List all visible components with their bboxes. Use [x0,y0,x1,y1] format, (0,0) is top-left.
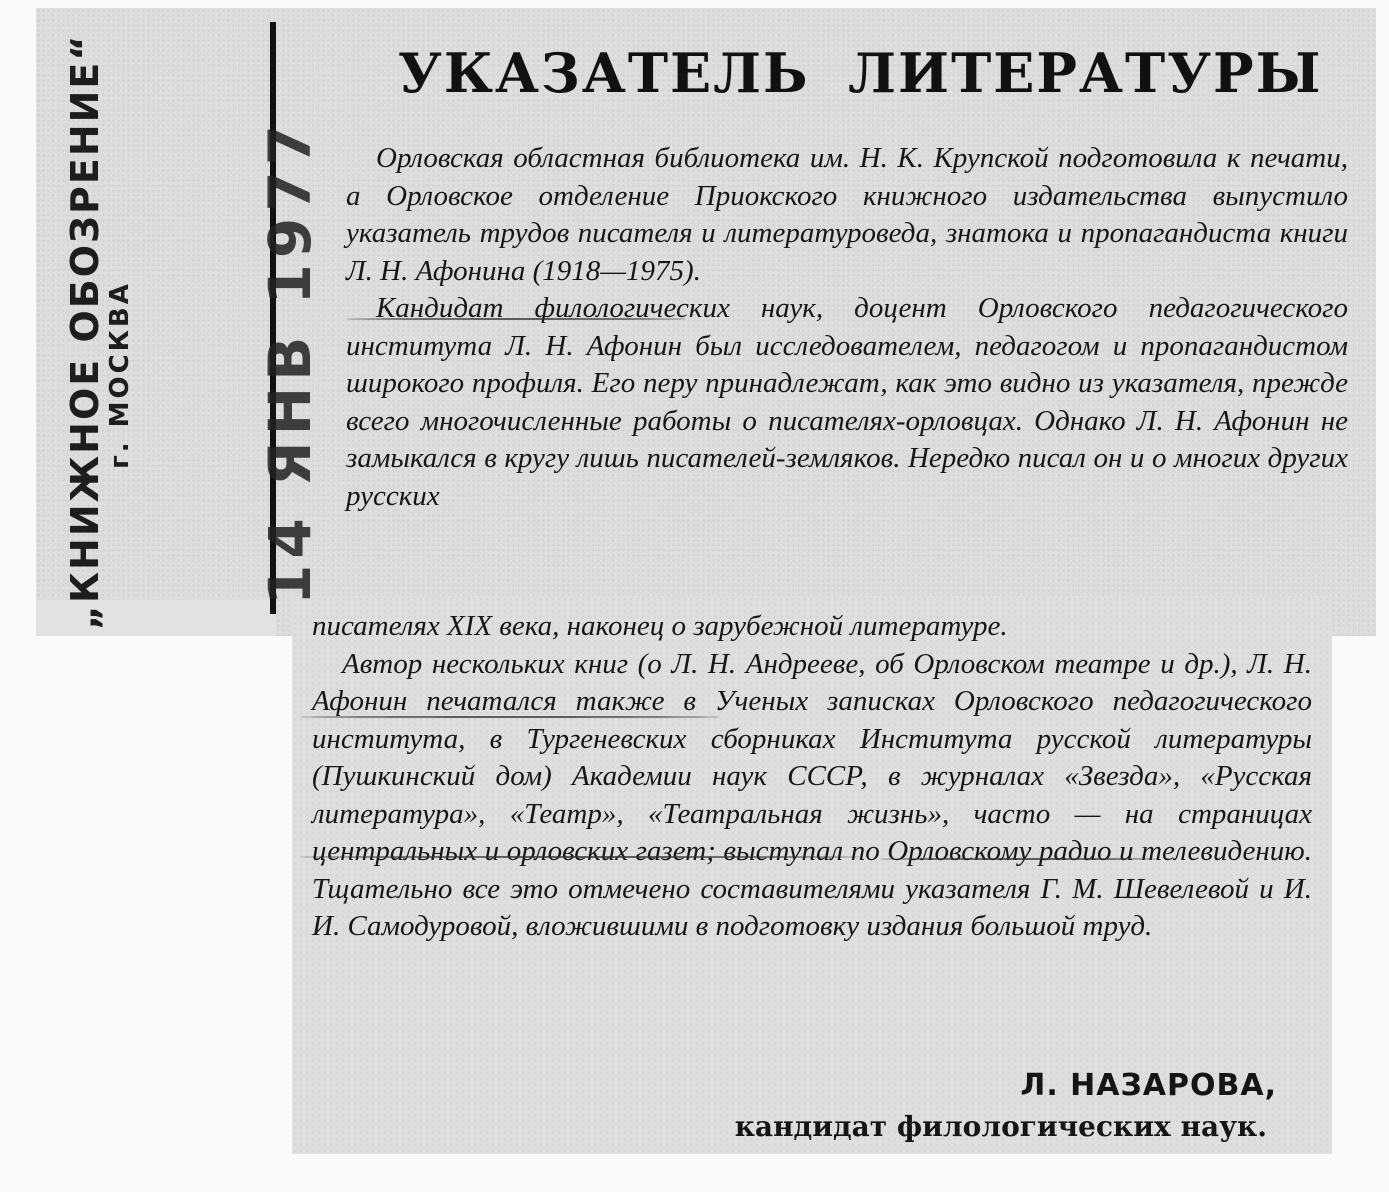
pen-underline [880,858,1160,860]
paragraph-2: Кандидат филологических наук, доцент Орловского педагогического института Л. Н. Афонин был исследователем, педагогом и пропагандистом широкого профиля. Его перу принадлежат, как это видно из указателя, прежде всего многочисленные работы о писателях-орловцах. Однако Л. Н. Афонин не замыкался в кругу лишь писателей-земляков. Нередко писал он и о многих других русских [346,292,1348,512]
pen-underline [300,856,860,858]
author-title: кандидат филологических наук. [734,1110,1267,1143]
paragraph-2-continued: писателях XIX века, наконец о зарубежной литературе. [312,610,1008,642]
article-column-top [346,140,1348,515]
pen-underline [300,716,720,718]
pen-underline [346,318,686,320]
newspaper-city-stamp: г. МОСКВА [105,281,135,469]
article-column-bottom [312,608,1312,946]
paragraph-3: Автор нескольких книг (о Л. Н. Андрееве, об Орловском театре и др.), Л. Н. Афонин печатался также в Ученых записках Орловского педагогического института, в Тургеневских сборниках Института русской литературы (Пушкинский дом) Академии наук СССР, в журналах «Звезда», «Русская литература», «Театр», «Театральная жизнь», часто — на страницах центральных и орловских газет; выступал по Орловскому радио и телевидению. Тщательно все это отмечено составителями указателя Г. М. Шевелевой и И. И. Самодуровой, вложившими в подготовку издания большой труд. [312,647,1312,942]
article-title: УКАЗАТЕЛЬ ЛИТЕРАТУРЫ [398,41,1323,105]
date-stamp: 14 ЯНВ 1977 [256,119,324,605]
newspaper-source-stamp: „КНИЖНОЕ ОБОЗРЕНИЕ“ [63,33,107,630]
paragraph-1: Орловская областная библиотека им. Н. К. Крупской подготовила к печати, а Орловское отделение Приокского книжного издательства выпустило указатель трудов писателя и литературоведа, знатока и пропагандиста книги Л. Н. Афонина (1918—1975). [346,142,1348,287]
author-name: Л. НАЗАРОВА, [1020,1068,1277,1103]
